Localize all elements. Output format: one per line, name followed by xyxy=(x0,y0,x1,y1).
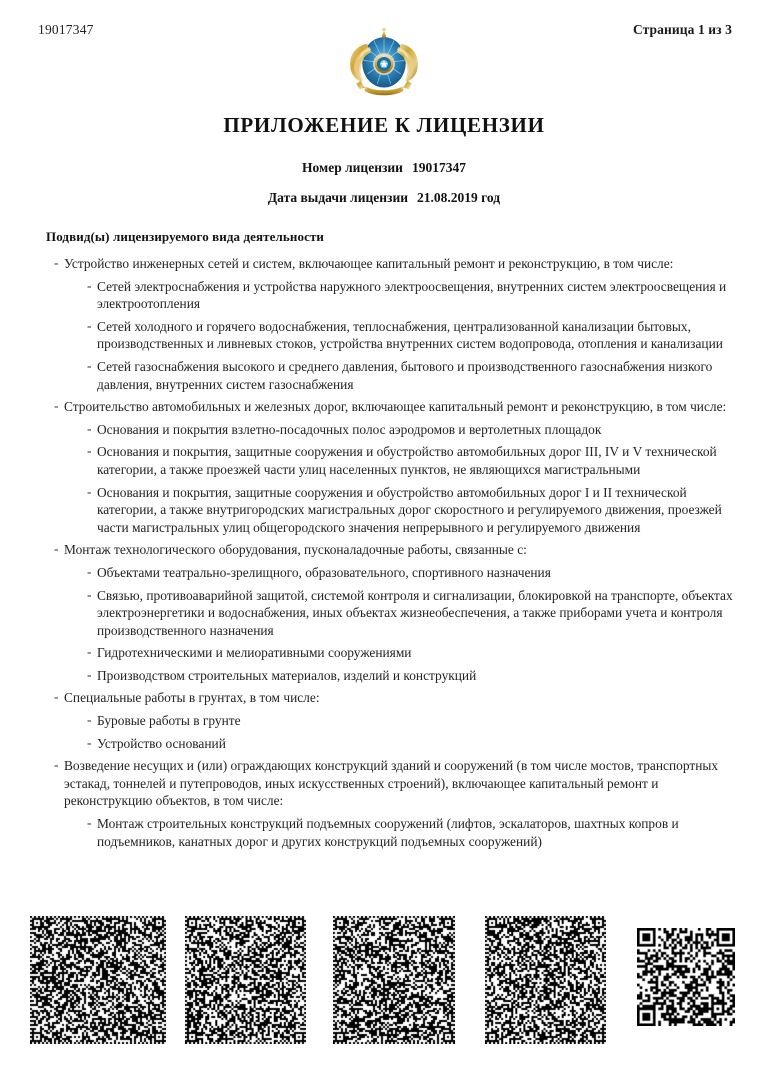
license-date-label: Дата выдачи лицензии xyxy=(267,190,409,205)
bullet-marker-icon: - xyxy=(87,357,92,373)
list-item-label: Монтаж строительных конструкций подъемных сооружений (лифтов, эскалаторов, шахтных копров и подъемников, канатных дорог и других конструкций подъемных сооружений) xyxy=(97,816,679,849)
datamatrix-barcode-3-image xyxy=(333,916,455,1044)
kazakhstan-state-emblem-icon xyxy=(342,22,426,106)
list-item xyxy=(54,398,736,416)
bullet-marker-icon: - xyxy=(54,255,59,270)
list-item-label: Гидротехническими и мелиоративными сооружениями xyxy=(97,645,412,661)
bullet-marker-icon: - xyxy=(87,586,92,602)
list-item-label: Производством строительных материалов, изделий и конструкций xyxy=(97,667,477,683)
list-item xyxy=(54,757,736,810)
bullet-marker-icon: - xyxy=(54,757,59,773)
list-item-label: Основания и покрытия взлетно-посадочных полос аэродромов и вертолетных площадок xyxy=(97,421,602,437)
bullet-marker-icon: - xyxy=(87,420,92,436)
bullet-marker-icon: - xyxy=(54,398,59,414)
list-item xyxy=(87,667,736,685)
bullet-marker-icon: - xyxy=(87,815,92,831)
bullet-marker-icon: - xyxy=(87,734,92,750)
list-item xyxy=(87,564,736,582)
bullet-marker-icon: - xyxy=(87,317,92,333)
list-item-label: Устройство оснований xyxy=(97,735,226,751)
barcode-strip xyxy=(0,916,768,1056)
datamatrix-barcode-2-image xyxy=(185,916,306,1044)
bullet-marker-icon: - xyxy=(87,712,92,728)
list-item xyxy=(87,484,736,537)
list-item-label: Монтаж технологического оборудования, пусконаладочные работы, связанные с: xyxy=(64,542,527,558)
datamatrix-barcode-1 xyxy=(30,916,166,1044)
page-counter: Страница 1 из 3 xyxy=(632,22,732,37)
document-number: 19017347 xyxy=(38,22,94,37)
list-item xyxy=(54,255,736,273)
list-item-label: Основания и покрытия, защитные сооружения и обустройство автомобильных дорог I и II технической категории, а также внутригородских магистральных дорог скоростного и регулируемого движения, проезжей части магистральных улиц общегородского значения непрерывного и регулируемого движения xyxy=(97,484,722,535)
license-number-value: 19017347 xyxy=(411,160,466,175)
list-item xyxy=(87,644,736,662)
list-item xyxy=(54,541,736,559)
bullet-marker-icon: - xyxy=(87,277,92,293)
list-item-label: Буровые работы в грунте xyxy=(97,713,241,729)
bullet-marker-icon: - xyxy=(87,563,92,579)
list-item-label: Возведение несущих и (или) ограждающих конструкций зданий и сооружений (в том числе мостов, транспортных эстакад, тоннелей и путепроводов, иных искусственных строений), включающее капитальный ремонт и реконструкцию объектов, в том числе: xyxy=(64,758,719,809)
section-heading-activity-subtypes: Подвид(ы) лицензируемого вида деятельности xyxy=(46,229,325,244)
list-item-label: Сетей газоснабжения высокого и среднего давления, бытового и производственного газоснабжения низкого давления, внутренних систем газоснабжения xyxy=(97,358,713,392)
list-item xyxy=(87,815,736,850)
list-item xyxy=(87,587,736,640)
list-item-label: Специальные работы в грунтах, в том числе: xyxy=(64,690,320,706)
list-item xyxy=(87,712,736,730)
datamatrix-barcode-4-image xyxy=(485,916,606,1044)
license-date-value: 21.08.2019 год xyxy=(417,190,501,205)
list-item xyxy=(87,318,736,353)
datamatrix-barcode-1-image xyxy=(30,916,166,1044)
bullet-marker-icon: - xyxy=(54,689,59,705)
bullet-marker-icon: - xyxy=(54,541,59,557)
list-item xyxy=(54,689,736,707)
bullet-marker-icon: - xyxy=(87,443,92,459)
emblem-container xyxy=(0,22,768,106)
bullet-marker-icon: - xyxy=(87,644,92,660)
list-item-label: Устройство инженерных сетей и систем, включающее капитальный ремонт и реконструкцию, в том числе: xyxy=(64,256,674,271)
datamatrix-barcode-2 xyxy=(185,916,306,1044)
list-item xyxy=(87,358,736,393)
license-number-line xyxy=(0,160,768,176)
datamatrix-barcode-4 xyxy=(485,916,606,1044)
license-number-label: Номер лицензии xyxy=(302,160,403,175)
list-item-label: Объектами театрально-зрелищного, образовательного, спортивного назначения xyxy=(97,564,551,580)
list-item-label: Сетей холодного и горячего водоснабжения, теплоснабжения, централизованной канализации бытовых, производственных и ливневых стоков, устройства внутренних систем водопровода, отопления и канализации xyxy=(97,318,723,352)
list-item-label: Основания и покрытия, защитные сооружения и обустройство автомобильных дорог III, IV и V технической категории, а также проезжей части улиц населенных пунктов, не являющихся магистральными xyxy=(97,444,717,477)
list-item-label: Строительство автомобильных и железных дорог, включающее капитальный ремонт и реконструкцию, в том числе: xyxy=(64,399,727,415)
qr-code xyxy=(637,928,735,1026)
bullet-marker-icon: - xyxy=(87,666,92,682)
activity-subtype-list xyxy=(46,255,736,855)
list-item xyxy=(87,421,736,439)
datamatrix-barcode-3 xyxy=(333,916,455,1044)
qr-code-image xyxy=(637,928,735,1026)
license-date-line xyxy=(0,190,768,206)
bullet-marker-icon: - xyxy=(87,483,92,499)
list-item-label: Связью, противоаварийной защитой, системой контроля и сигнализации, блокировкой на транспорте, объектах электроэнергетики и водоснабжения, иных объектах жизнеобеспечения, а также приборами учета и контроля производственного назначения xyxy=(97,587,733,638)
list-item xyxy=(87,278,736,313)
list-item xyxy=(87,443,736,478)
list-item-label: Сетей электроснабжения и устройства наружного электроосвещения, внутренних систем электроосвещения и электроотопления xyxy=(97,278,727,312)
list-item xyxy=(87,735,736,753)
page-title: ПРИЛОЖЕНИЕ К ЛИЦЕНЗИИ xyxy=(223,113,545,137)
